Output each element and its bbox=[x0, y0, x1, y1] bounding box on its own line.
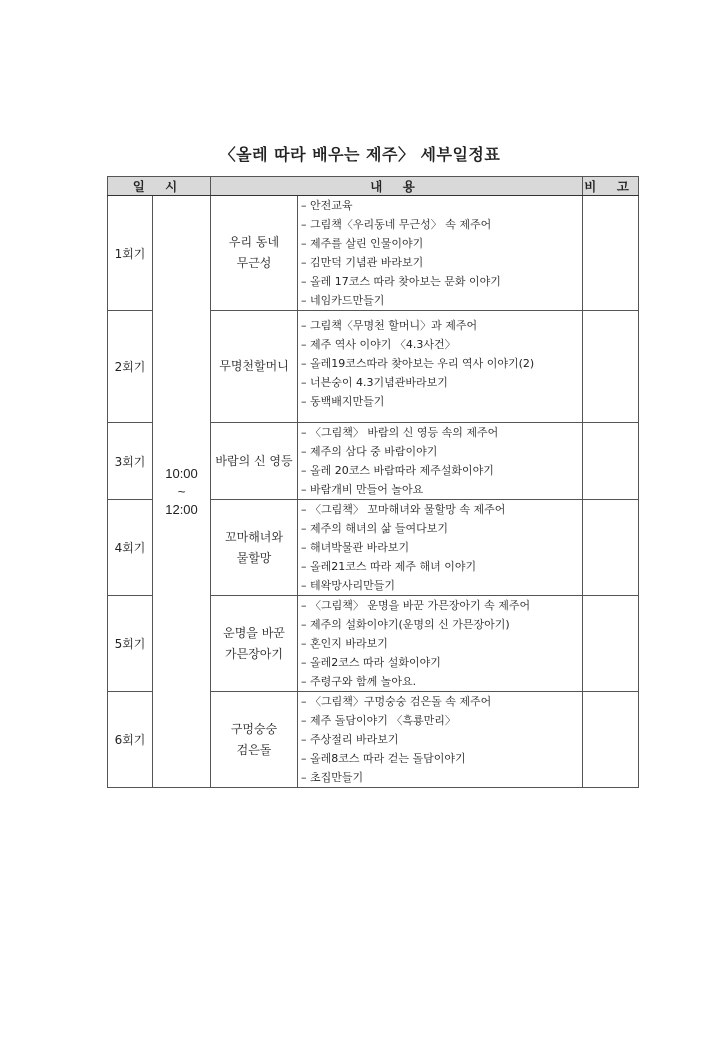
topic-line: 꼬마해녀와 bbox=[225, 529, 283, 544]
list-item: – 〈그림책〉 바람의 신 영등 속의 제주어 bbox=[301, 426, 499, 439]
session-label: 3회기 bbox=[108, 423, 153, 500]
session-content bbox=[298, 500, 583, 596]
list-item: – 제주를 살린 인물이야기 bbox=[301, 237, 424, 250]
list-item: – 올레19코스따라 찾아보는 우리 역사 이야기(2) bbox=[301, 357, 535, 370]
list-item: – 올레 20코스 바람따라 제주설화이야기 bbox=[301, 464, 494, 477]
table-row bbox=[108, 196, 639, 311]
list-item: – 제주 돌담이야기 〈흑룡만리〉 bbox=[301, 714, 456, 727]
topic-line: 바람의 신 영등 bbox=[215, 453, 293, 468]
topic-line: 무명천할머니 bbox=[219, 359, 289, 373]
list-item: – 제주의 삼다 중 바람이야기 bbox=[301, 445, 438, 458]
session-label: 5회기 bbox=[108, 596, 153, 692]
time-end: 12:00 bbox=[165, 501, 198, 517]
topic-line: 가믄장아기 bbox=[225, 646, 283, 661]
topic-line: 검은돌 bbox=[236, 742, 272, 757]
list-item: – 안전교육 bbox=[301, 199, 353, 212]
list-item: – 그림책〈우리동네 무근성〉 속 제주어 bbox=[301, 218, 492, 231]
schedule-table bbox=[107, 176, 639, 788]
topic-line: 구멍숭숭 bbox=[230, 721, 278, 736]
header-date: 일 시 bbox=[108, 177, 211, 196]
list-item: – 올레21코스 따라 제주 해녀 이야기 bbox=[301, 560, 477, 573]
list-item: – 올레2코스 따라 설화이야기 bbox=[301, 656, 441, 669]
list-item: – 〈그림책〉 꼬마해녀와 물할망 속 제주어 bbox=[301, 503, 506, 516]
session-content bbox=[298, 692, 583, 788]
session-label: 1회기 bbox=[108, 196, 153, 311]
list-item: – 제주의 설화이야기(운명의 신 가믄장아기) bbox=[301, 618, 510, 631]
table-header-row bbox=[108, 177, 639, 196]
list-item: – 네임카드만들기 bbox=[301, 294, 385, 307]
list-item: – 해녀박물관 바라보기 bbox=[301, 541, 410, 554]
session-note bbox=[583, 423, 639, 500]
session-label: 6회기 bbox=[108, 692, 153, 788]
time-cell bbox=[153, 196, 211, 788]
list-item: – 제주의 해녀의 삶 들여다보기 bbox=[301, 522, 449, 535]
topic-line: 우리 동네 bbox=[228, 235, 280, 249]
topic-line: 운명을 바꾼 bbox=[223, 625, 285, 640]
topic-line: 무근성 bbox=[236, 256, 272, 270]
session-label: 4회기 bbox=[108, 500, 153, 596]
session-topic bbox=[211, 692, 298, 788]
session-topic bbox=[211, 311, 298, 423]
list-item: – 〈그림책〉구멍숭숭 검은돌 속 제주어 bbox=[301, 695, 492, 708]
list-item: – 올레8코스 따라 걷는 돌담이야기 bbox=[301, 752, 466, 765]
session-content bbox=[298, 196, 583, 311]
list-item: – 초집만들기 bbox=[301, 771, 364, 784]
page-title: 〈올레 따라 배우는 제주〉 세부일정표 bbox=[219, 145, 501, 164]
session-note bbox=[583, 311, 639, 423]
session-topic bbox=[211, 423, 298, 500]
list-item: – 동백배지만들기 bbox=[301, 395, 385, 408]
list-item: – 혼인지 바라보기 bbox=[301, 637, 388, 650]
list-item: – 그림책〈무명천 할머니〉과 제주어 bbox=[301, 319, 478, 332]
time-start: 10:00 bbox=[165, 465, 198, 481]
session-note bbox=[583, 196, 639, 311]
list-item: – 너븐숭이 4.3기념관바라보기 bbox=[301, 376, 448, 389]
header-content: 내 용 bbox=[211, 177, 583, 196]
list-item: – 테왁망사리만들기 bbox=[301, 579, 396, 592]
list-item: – 주령구와 함께 놀아요. bbox=[301, 675, 417, 688]
session-content bbox=[298, 311, 583, 423]
list-item: – 올레 17코스 따라 찾아보는 문화 이야기 bbox=[301, 275, 501, 288]
list-item: – 주상절리 바라보기 bbox=[301, 733, 399, 746]
session-label: 2회기 bbox=[108, 311, 153, 423]
time-separator: ~ bbox=[177, 483, 186, 499]
session-note bbox=[583, 692, 639, 788]
list-item: – 김만덕 기념관 바라보기 bbox=[301, 256, 424, 269]
list-item: – 〈그림책〉 운명을 바꾼 가믄장아기 속 제주어 bbox=[301, 599, 531, 612]
header-note: 비 고 bbox=[583, 177, 639, 196]
session-topic bbox=[211, 596, 298, 692]
session-topic bbox=[211, 500, 298, 596]
session-content bbox=[298, 423, 583, 500]
list-item: – 제주 역사 이야기 〈4.3사건〉 bbox=[301, 338, 456, 351]
session-note bbox=[583, 596, 639, 692]
session-content bbox=[298, 596, 583, 692]
topic-line: 물할망 bbox=[236, 550, 272, 565]
session-note bbox=[583, 500, 639, 596]
session-topic bbox=[211, 196, 298, 311]
list-item: – 바람개비 만들어 놀아요 bbox=[301, 483, 424, 496]
